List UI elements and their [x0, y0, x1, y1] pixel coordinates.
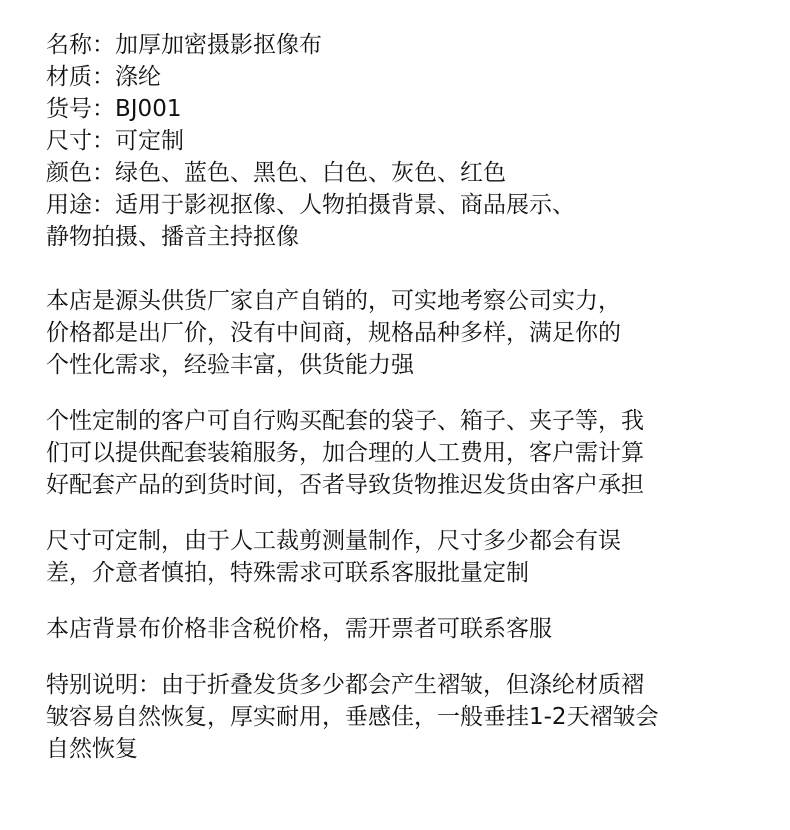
section-spacer [46, 645, 750, 669]
size-label: 尺寸： [46, 128, 115, 154]
custom-note-line: 个性定制的客户可自行购买配套的袋子、箱子、夹子等，我 [46, 408, 644, 434]
material-line [46, 61, 750, 93]
custom-note-line: 好配套产品的到货时间，否者导致货物推迟发货由客户承担 [46, 472, 644, 498]
size-error-note [46, 525, 750, 589]
custom-note-line: 们可以提供配套装箱服务，加合理的人工费用，客户需计算 [46, 440, 644, 466]
section-spacer [46, 253, 750, 285]
product-name-value: 加厚加密摄影抠像布 [115, 32, 322, 58]
usage-line [46, 189, 750, 221]
usage-value-line-1: 适用于影视抠像、人物拍摄背景、商品展示、 [115, 192, 575, 218]
tax-note-line: 本店背景布价格非含税价格，需开票者可联系客服 [46, 616, 552, 642]
size-error-note-line: 差，介意者慎拍，特殊需求可联系客服批量定制 [46, 560, 529, 586]
factory-note-line: 个性化需求，经验丰富，供货能力强 [46, 352, 414, 378]
size-line [46, 125, 750, 157]
size-error-note-line: 尺寸可定制，由于人工裁剪测量制作，尺寸多少都会有误 [46, 528, 621, 554]
tax-note [46, 613, 750, 645]
section-spacer [46, 501, 750, 525]
usage-continuation-line: 静物拍摄、播音主持抠像 [46, 224, 299, 250]
material-label: 材质： [46, 64, 115, 90]
factory-note-line: 价格都是出厂价，没有中间商，规格品种多样，满足你的 [46, 320, 621, 346]
color-line [46, 157, 750, 189]
special-note-line: 特别说明：由于折叠发货多少都会产生褶皱，但涤纶材质褶 [46, 672, 644, 698]
special-note-line: 皱容易自然恢复，厚实耐用，垂感佳，一般垂挂1-2天褶皱会 [46, 704, 659, 730]
color-label: 颜色： [46, 160, 115, 186]
item-number-value: BJ001 [115, 96, 182, 122]
custom-packaging-note [46, 405, 750, 501]
item-number-label: 货号： [46, 96, 115, 122]
factory-supply-note [46, 285, 750, 381]
product-name-label: 名称： [46, 32, 115, 58]
factory-note-line: 本店是源头供货厂家自产自销的，可实地考察公司实力， [46, 288, 621, 314]
special-note-line: 自然恢复 [46, 736, 138, 762]
material-value: 涤纶 [115, 64, 161, 90]
size-value: 可定制 [115, 128, 184, 154]
special-note [46, 669, 750, 765]
product-name-line [46, 29, 750, 61]
section-spacer [46, 589, 750, 613]
item-number-line [46, 93, 750, 125]
section-spacer [46, 381, 750, 405]
product-info-section [46, 29, 750, 253]
usage-label: 用途： [46, 192, 115, 218]
color-value: 绿色、蓝色、黑色、白色、灰色、红色 [115, 160, 506, 186]
